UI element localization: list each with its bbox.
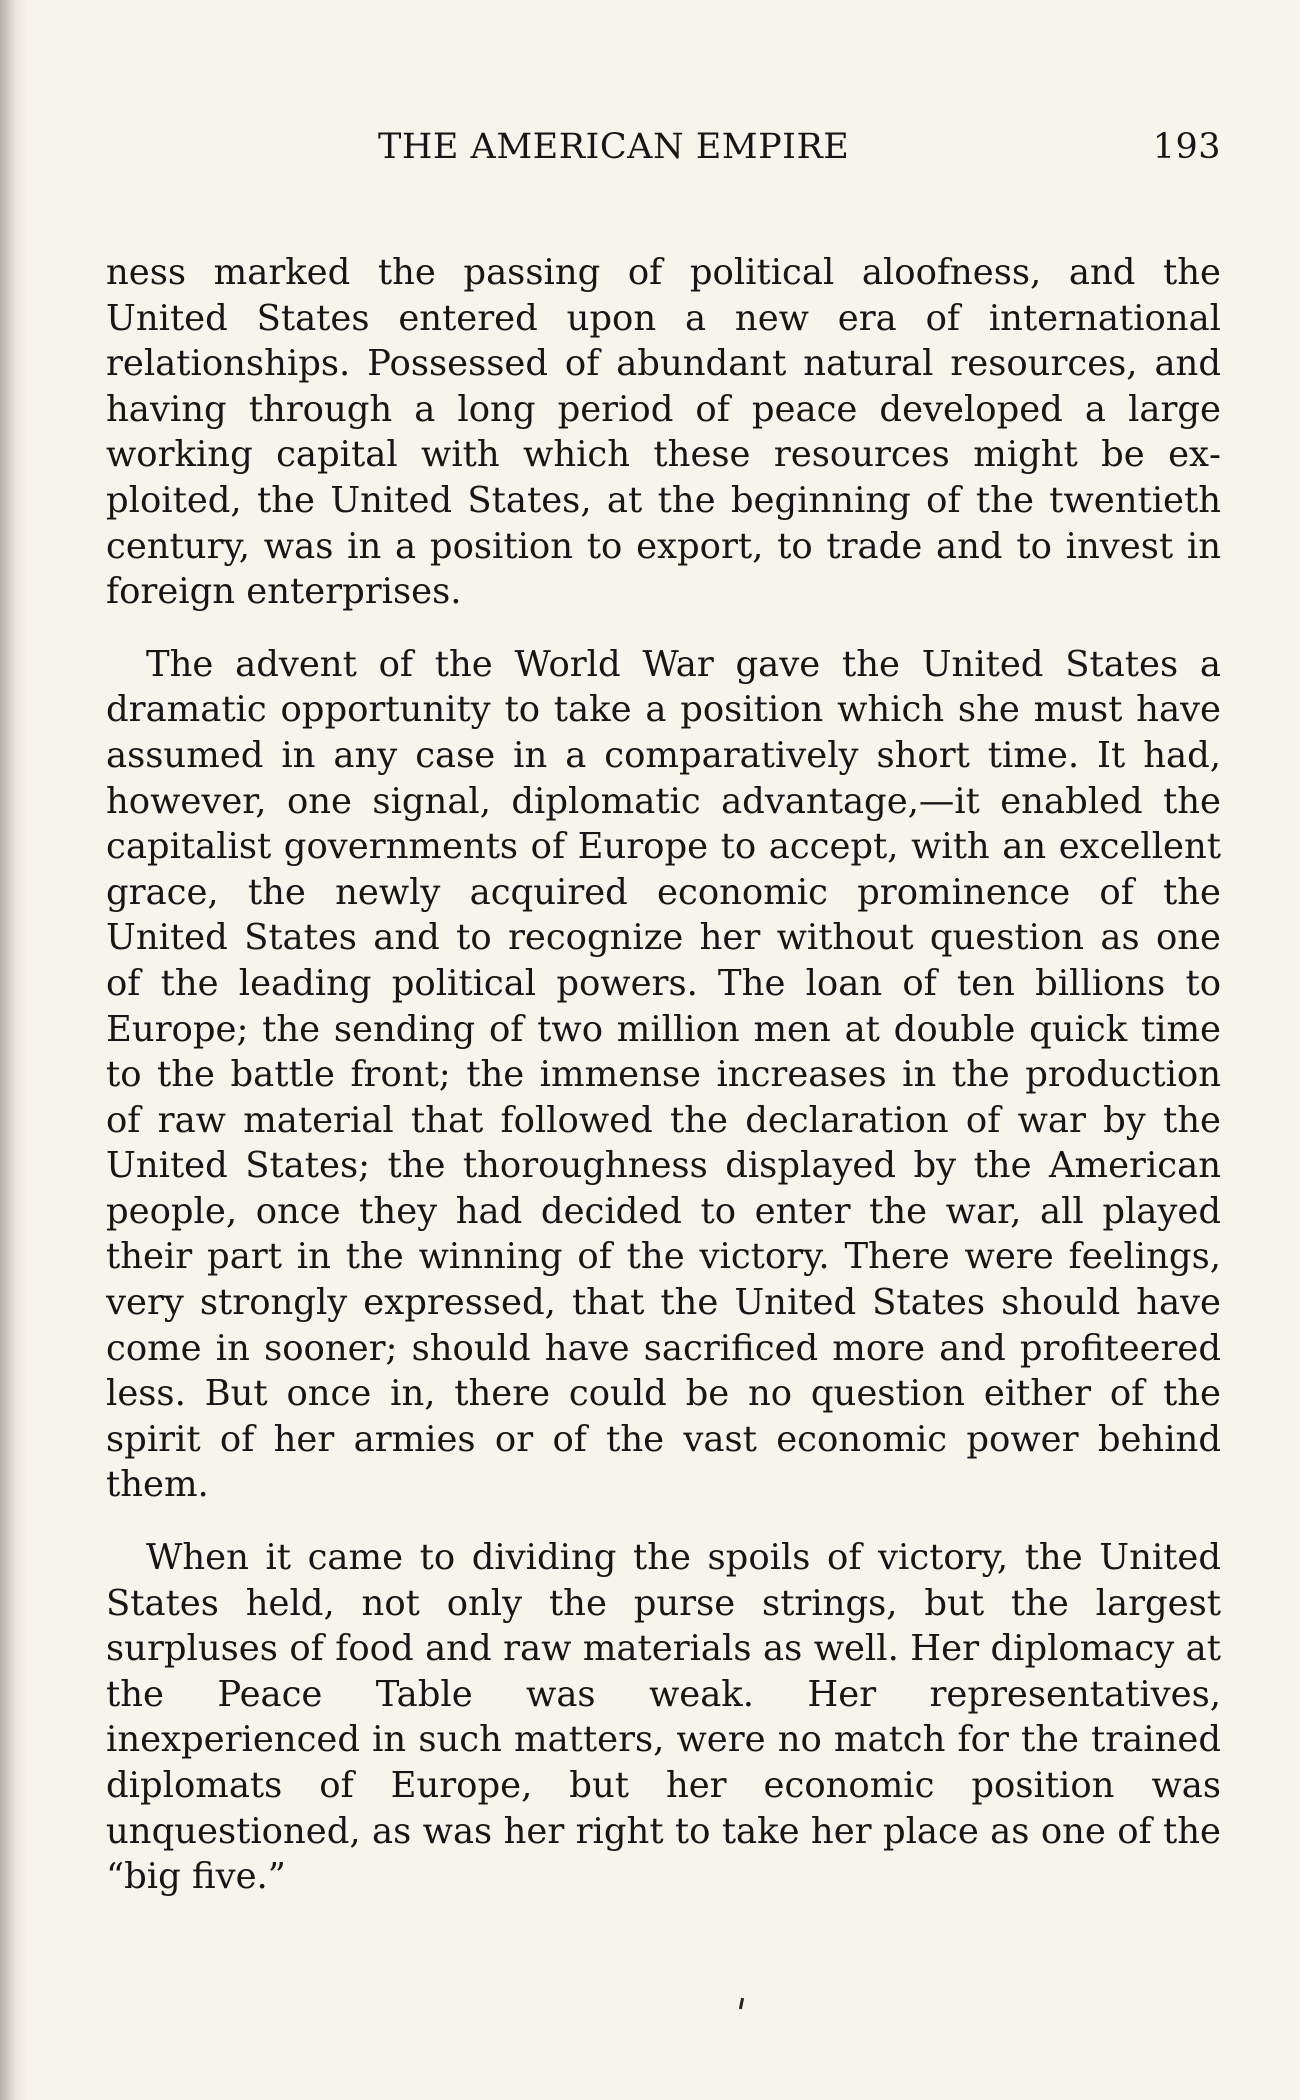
paragraph-1: ness marked the passing of political aloofness, and the United States entered upon a new era of international relationships. Possessed of abundant natural resources, and having through a long period of peace developed a large working capital with which these resources might be exploited, the United States, at the beginning of the twentieth century, was in a position to export, to trade and to invest in foreign enterprises.: [106, 252, 1221, 613]
page-number: 193: [1152, 127, 1221, 167]
paragraph-3: When it came to dividing the spoils of victory, the United States held, not only the purse strings, but the largest surpluses of food and raw materials as well. Her diplomacy at the Peace Table was weak. Her representatives, inexperienced in such matters, were no match for the trained diplomats of Europe, but her economic position was unquestioned, as was her right to take her place as one of the “big five.”: [106, 1537, 1221, 1898]
running-title: THE AMERICAN EMPIRE: [378, 127, 850, 167]
paragraph-2: The advent of the World War gave the United States a dramatic opportunity to take a position which she must have assumed in any case in a comparatively short time. It had, however, one signal, diplomatic advantage,—it enabled the capitalist governments of Europe to accept, with an excellent grace, the newly acquired economic prominence of the United States and to recognize her without question as one of the leading political powers. The loan of ten billions to Europe; the sending of two million men at double quick time to the battle front; the immense increases in the production of raw material that followed the declaration of war by the United States; the thoroughness displayed by the American people, once they had decided to enter the war, all played their part in the winning of the victory. There were feelings, very strongly expressed, that the United States should have come in sooner; should have sacrificed more and profiteered less. But once in, there could be no question either of the spirit of her armies or of the vast economic power behind them.: [106, 643, 1221, 1506]
body-text: [106, 250, 1221, 1927]
running-header: [106, 124, 1221, 170]
ink-speck: [739, 1998, 744, 2009]
binding-shadow: [0, 0, 28, 2100]
